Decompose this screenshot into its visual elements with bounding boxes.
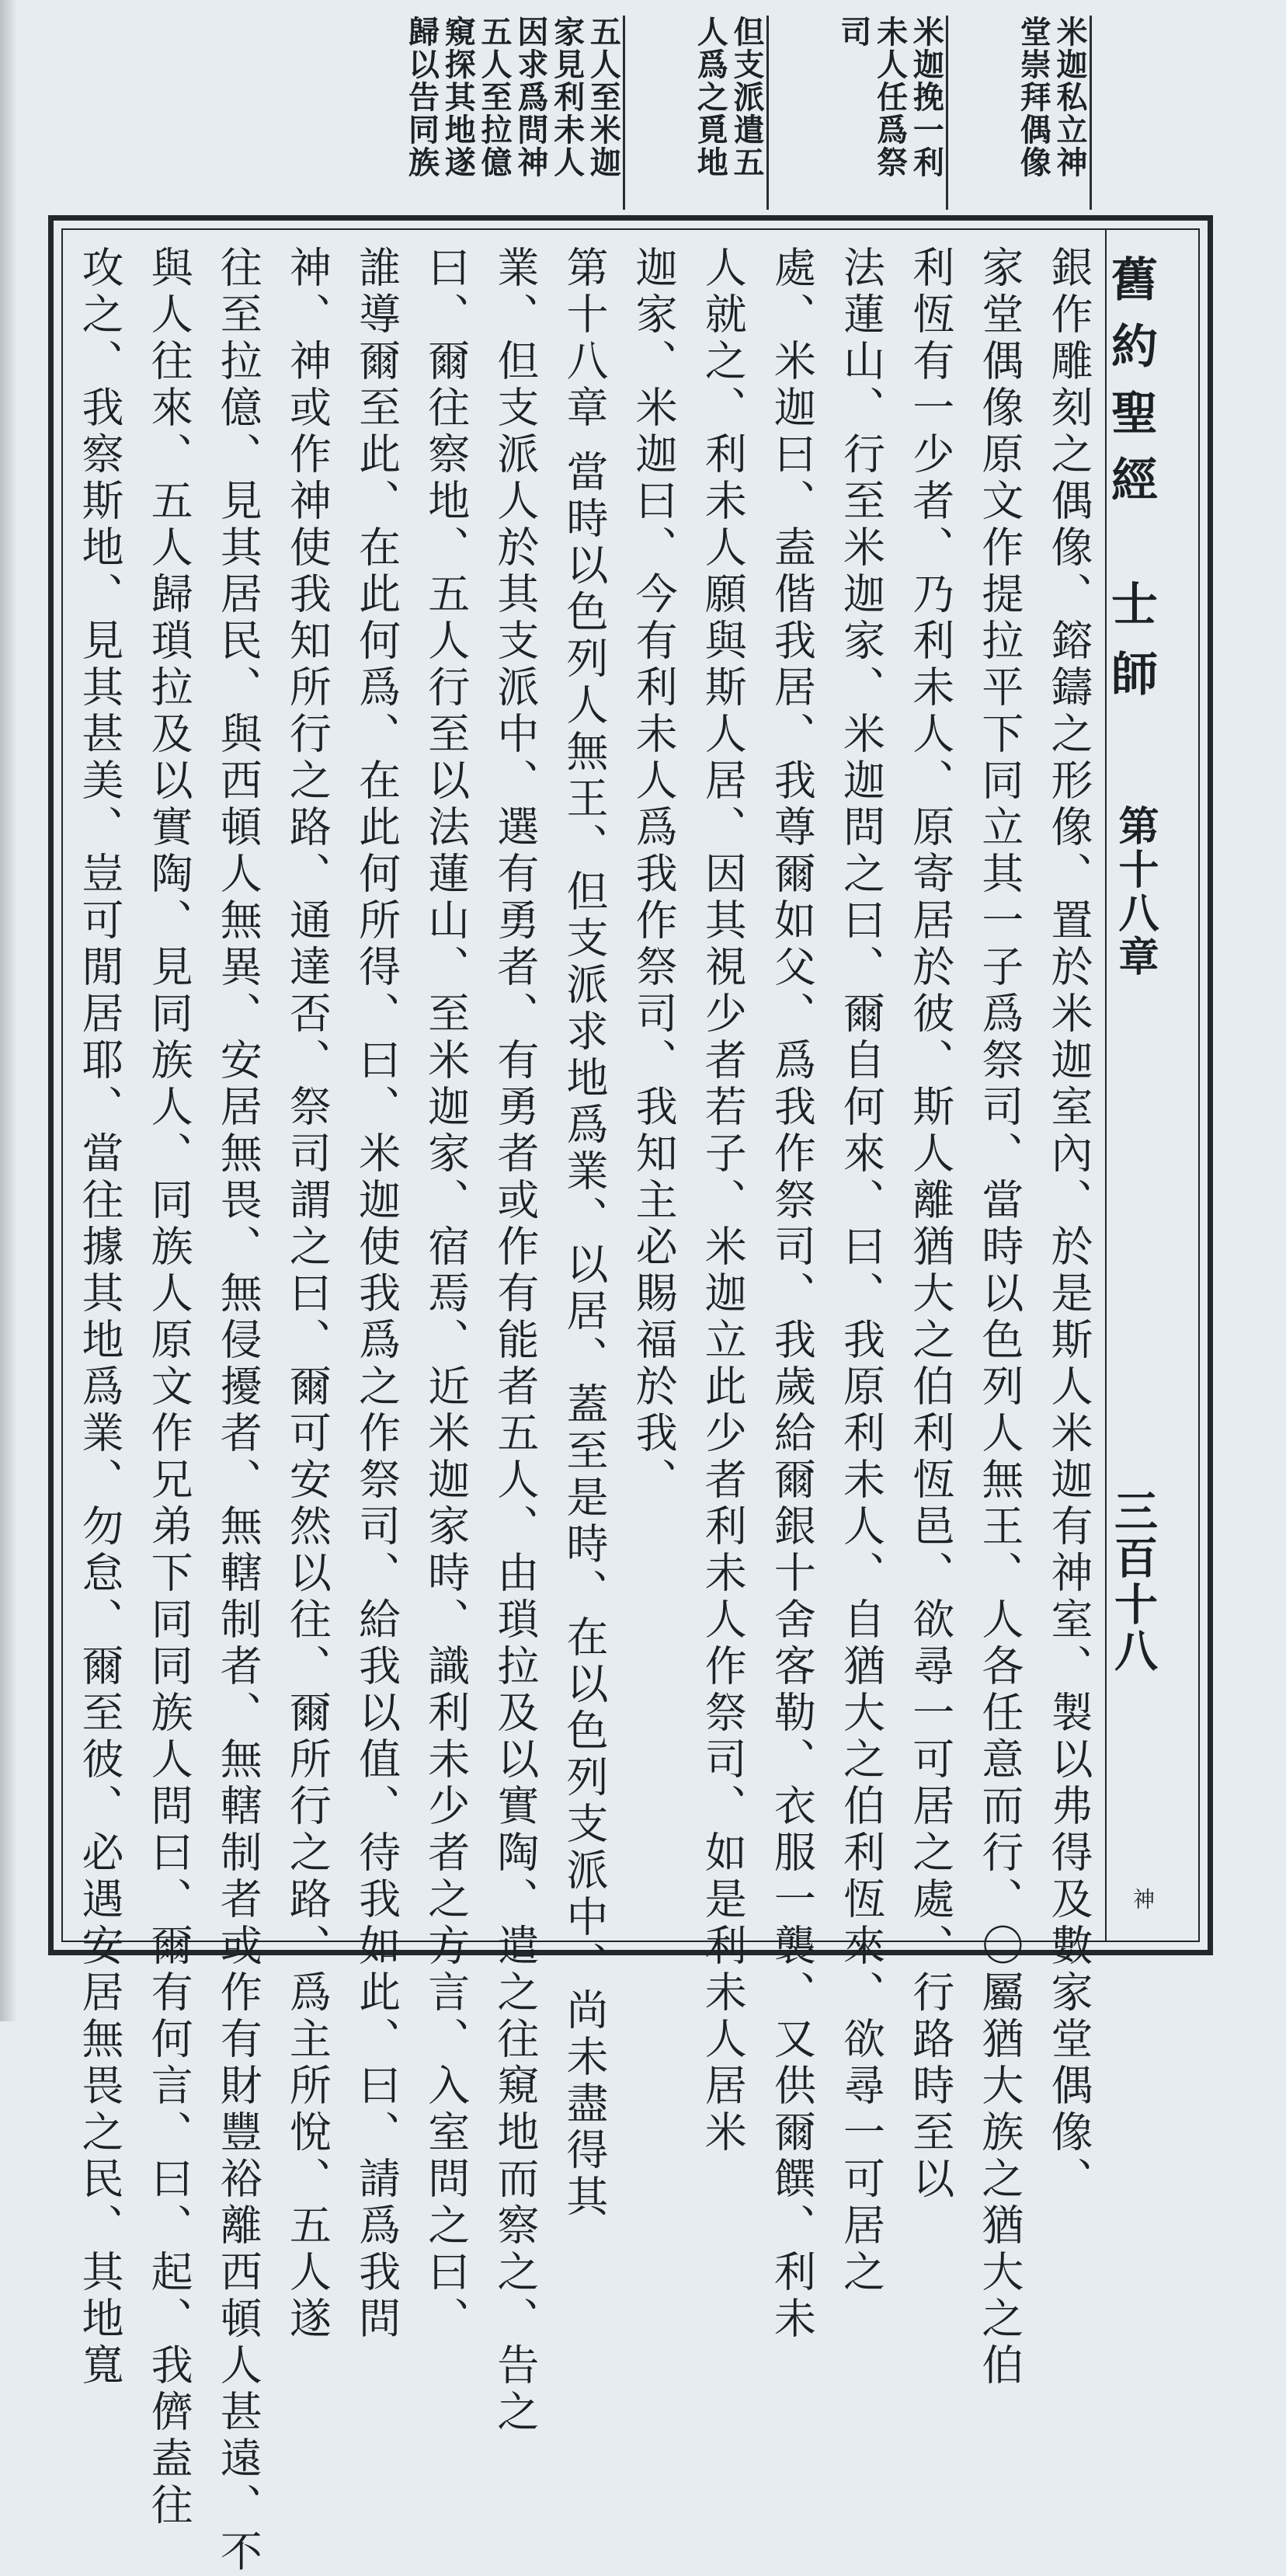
headnote-line: 五人至米迦 xyxy=(585,16,622,179)
text-column-chapter-start: 第十八章 當時以色列人無王、但支派求地爲業、以居、蓋至是時、在以色列支派中、尚未盡得其 xyxy=(559,245,609,2222)
signature-mark: 神 xyxy=(1130,1888,1156,1909)
headnote-4 xyxy=(405,16,626,210)
text-column: 業、但支派人於其支派中、選有勇者、有勇者或作有能者五人、由瑣拉及以實陶、遣之往窺地而察之、告之 xyxy=(490,245,540,2436)
text-column: 攻之、我察斯地、見其甚美、豈可閒居耶、當往據其地爲業、勿怠、爾至彼、必遇安居無畏之民、其地寬 xyxy=(75,245,124,2390)
headnote-line: 家見利未人 xyxy=(548,16,586,179)
headnote-line: 司 xyxy=(835,16,872,48)
text-frame-inner xyxy=(61,228,1200,2576)
text-column: 誰導爾至此、在此何爲、在此何所得、曰、米迦使我爲之作祭司、給我以值、待我如此、曰、請爲我問 xyxy=(352,245,401,2343)
body-text xyxy=(75,245,1093,2576)
text-column: 神、神或作神使我知所行之路、通達否、祭司謂之曰、爾可安然以往、爾所行之路、爲主所悅、五人遂 xyxy=(283,245,332,2343)
headnote-2 xyxy=(837,16,948,210)
headnote-line: 堂崇拜偶像 xyxy=(1015,16,1052,179)
headnote-line: 因求爲問神 xyxy=(512,16,549,179)
headnote-line: 米迦私立神 xyxy=(1051,16,1088,179)
book-title: 舊約聖經 xyxy=(1104,255,1158,522)
headnote-line: 未人任爲祭 xyxy=(871,16,909,179)
headnote-line: 但支派遣五 xyxy=(728,16,766,179)
text-column: 法蓮山、行至米迦家、米迦問之曰、爾自何來、曰、我原利未人、自猶大之伯利恆來、欲尋一可居之 xyxy=(836,245,886,2296)
text-column: 與人往來、五人歸瑣拉及以實陶、見同族人、同族人原文作兄弟下同同族人問曰、爾有何言、曰、起、我儕盍往 xyxy=(144,245,194,2529)
margin-headnotes xyxy=(405,16,1092,210)
text-column: 家堂偶像原文作提拉平下同立其一子爲祭司、當時以色列人無王、人各任意而行、〇屬猶大族之猶大之伯 xyxy=(975,245,1024,2390)
text-column: 迦家、米迦曰、今有利未人爲我作祭司、我知主必賜福於我、 xyxy=(629,245,679,1504)
page-number: 三百十八 xyxy=(1107,1488,1159,1675)
chapter-label: 第十八章 xyxy=(1111,805,1159,979)
text-column: 往至拉億、見其居民、與西頓人無異、安居無畏、無侵擾者、無轄制者、無轄制者或作有財豐裕離西頓人甚遠、不 xyxy=(214,245,263,2576)
headnote-line: 米迦挽一利 xyxy=(908,16,945,179)
book-part: 士師 xyxy=(1104,580,1158,719)
headnote-3 xyxy=(693,16,769,210)
headnote-line: 五人至拉億 xyxy=(476,16,513,179)
text-column: 銀作雕刻之偶像、鎔鑄之形像、置於米迦室內、於是斯人米迦有神室、製以弗得及數家堂偶像、 xyxy=(1044,245,1093,2203)
headnote-1 xyxy=(1017,16,1092,210)
running-header xyxy=(1105,230,1181,1941)
headnote-line: 歸以告同族 xyxy=(403,16,440,179)
text-column: 曰、爾往察地、五人行至以法蓮山、至米迦家、宿焉、近米迦家時、識利未少者之方言、入室問之曰、 xyxy=(421,245,471,2343)
headnote-line: 人爲之覓地 xyxy=(692,16,729,179)
text-column: 處、米迦曰、盍偕我居、我尊爾如父、爲我作祭司、我歲給爾銀十舍客勒、衣服一襲、又供爾饌、利未 xyxy=(767,245,817,2343)
text-frame xyxy=(48,215,1213,2576)
page-gutter-shadow xyxy=(0,0,17,2021)
text-column: 人就之、利未人願與斯人居、因其視少者若子、米迦立此少者利未人作祭司、如是利未人居米 xyxy=(698,245,748,2157)
headnote-line: 窺探其地遂 xyxy=(440,16,477,179)
text-column: 利恆有一少者、乃利未人、原寄居於彼、斯人離猶大之伯利恆邑、欲尋一可居之處、行路時至以 xyxy=(905,245,955,2203)
